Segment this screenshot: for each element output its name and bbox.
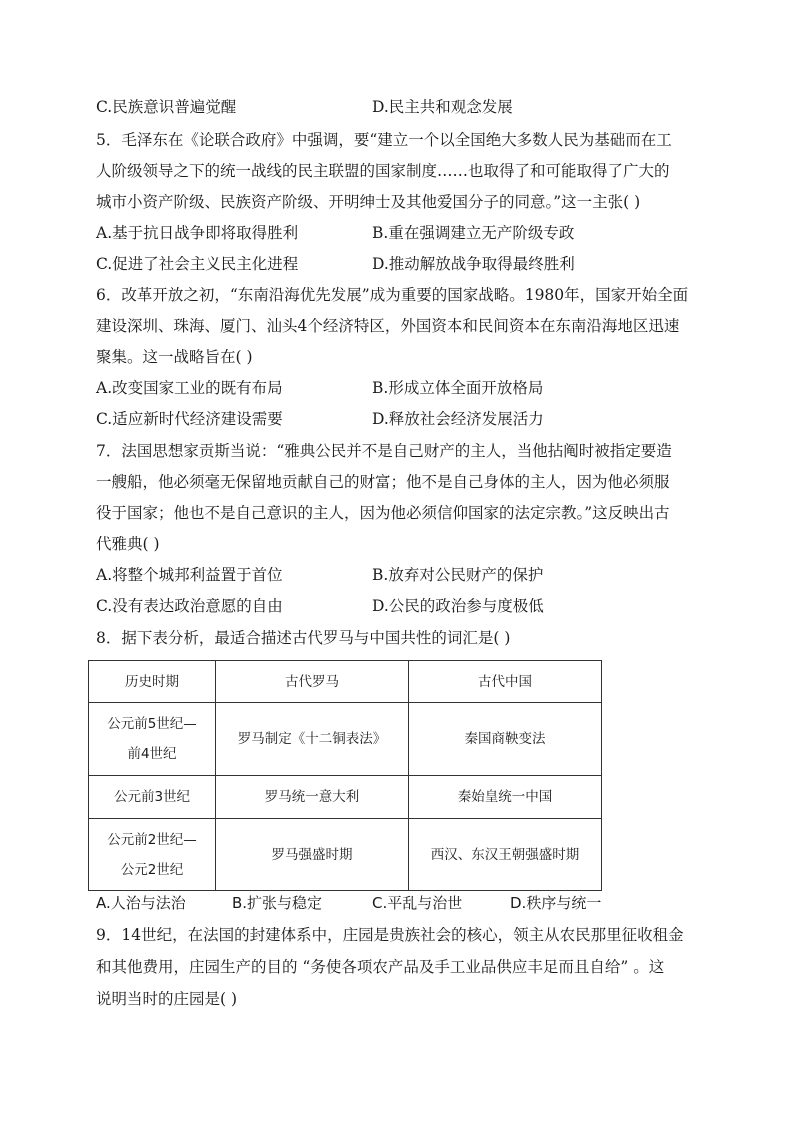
period-line: 公元2世纪 bbox=[120, 861, 184, 878]
table-cell-period bbox=[89, 776, 216, 819]
q5-stem-line-2: 人阶级领导之下的统一战线的民主联盟的国家制度……也取得了和可能取得了广大的 bbox=[96, 162, 670, 180]
table-cell-china: 秦始皇统一中国 bbox=[409, 776, 602, 819]
q9-stem-line-1: 9．14世纪，在法国的封建体系中，庄园是贵族社会的核心，领主从农民那里征收租金 bbox=[96, 926, 684, 944]
q5-option-d: D.推动解放战争取得最终胜利 bbox=[372, 255, 575, 273]
q7-stem-line-1: 7．法国思想家贡斯当说：“雅典公民并不是自己财产的主人，当他拈阄时被指定要造 bbox=[96, 442, 672, 460]
q6-stem-line-3: 聚集。这一战略旨在( ) bbox=[96, 348, 253, 366]
table-cell-china: 秦国商鞅变法 bbox=[409, 703, 602, 776]
q5-option-b: B.重在强调建立无产阶级专政 bbox=[372, 224, 575, 242]
period-line: 公元前3世纪 bbox=[113, 789, 191, 805]
table-header-period: 历史时期 bbox=[89, 661, 216, 703]
table-header-rome: 古代罗马 bbox=[216, 661, 409, 703]
q4-option-d: D.民主共和观念发展 bbox=[372, 98, 513, 116]
q7-stem-line-4: 代雅典( ) bbox=[96, 535, 160, 553]
q6-option-a: A.改变国家工业的既有布局 bbox=[96, 379, 283, 397]
q7-option-a: A.将整个城邦利益置于首位 bbox=[96, 566, 283, 584]
q8-option-c: C.平乱与治世 bbox=[372, 894, 463, 912]
q8-option-a: A.人治与法治 bbox=[96, 894, 186, 912]
table-cell-china: 西汉、东汉王朝强盛时期 bbox=[409, 819, 602, 891]
q9-stem-line-3: 说明当时的庄园是( ) bbox=[96, 990, 238, 1008]
q8-stem: 8．据下表分析，最适合描述古代罗马与中国共性的词汇是( ) bbox=[96, 629, 511, 647]
q5-option-a: A.基于抗日战争即将取得胜利 bbox=[96, 224, 299, 242]
q8-option-b: B.扩张与稳定 bbox=[232, 894, 323, 912]
period-line: 前4世纪 bbox=[127, 746, 177, 762]
q7-option-d: D.公民的政治参与度极低 bbox=[372, 597, 544, 615]
q7-option-c: C.没有表达政治意愿的自由 bbox=[96, 597, 283, 615]
q5-stem-line-1: 5．毛泽东在《论联合政府》中强调，要“建立一个以全国绝大多数人民为基础而在工 bbox=[96, 131, 672, 149]
table-cell-period bbox=[89, 703, 216, 776]
table-cell-period bbox=[89, 819, 216, 891]
q5-stem-line-3: 城市小资产阶级、民族资产阶级、开明绅士及其他爱国分子的同意。”这一主张( ) bbox=[96, 193, 641, 211]
q6-option-d: D.释放社会经济发展活力 bbox=[372, 410, 544, 428]
table-cell-rome: 罗马强盛时期 bbox=[216, 819, 409, 891]
q6-stem-line-2: 建设深圳、珠海、厦门、汕头4个经济特区，外国资本和民间资本在东南沿海地区迅速 bbox=[96, 317, 680, 335]
table-cell-rome: 罗马统一意大利 bbox=[216, 776, 409, 819]
q8-comparison-table bbox=[88, 660, 602, 891]
period-line: 公元前5世纪— bbox=[107, 716, 197, 732]
q7-stem-line-2: 一艘船，他必须毫无保留地贡献自己的财富；他不是自己身体的主人，因为他必须服 bbox=[96, 473, 670, 491]
table-cell-rome: 罗马制定《十二铜表法》 bbox=[216, 703, 409, 776]
table-header-row bbox=[89, 661, 602, 703]
period-line: 公元前2世纪— bbox=[107, 831, 197, 848]
q6-option-c: C.适应新时代经济建设需要 bbox=[96, 410, 283, 428]
table-row bbox=[89, 776, 602, 819]
q9-stem-line-2: 和其他费用，庄园生产的目的 “务使各项农产品及手工业品供应丰足而且自给” 。这 bbox=[96, 958, 665, 976]
table-row bbox=[89, 703, 602, 776]
q5-option-c: C.促进了社会主义民主化进程 bbox=[96, 255, 299, 273]
q7-option-b: B.放弃对公民财产的保护 bbox=[372, 566, 544, 584]
table-row bbox=[89, 819, 602, 891]
table-header-china: 古代中国 bbox=[409, 661, 602, 703]
q4-option-c: C.民族意识普遍觉醒 bbox=[96, 98, 237, 116]
q7-stem-line-3: 役于国家；他也不是自己意识的主人，因为他必须信仰国家的法定宗教。”这反映出古 bbox=[96, 504, 670, 522]
q8-option-d: D.秩序与统一 bbox=[510, 894, 602, 912]
q6-stem-line-1: 6．改革开放之初，“东南沿海优先发展”成为重要的国家战略。1980年，国家开始全面 bbox=[96, 286, 689, 304]
q6-option-b: B.形成立体全面开放格局 bbox=[372, 379, 544, 397]
